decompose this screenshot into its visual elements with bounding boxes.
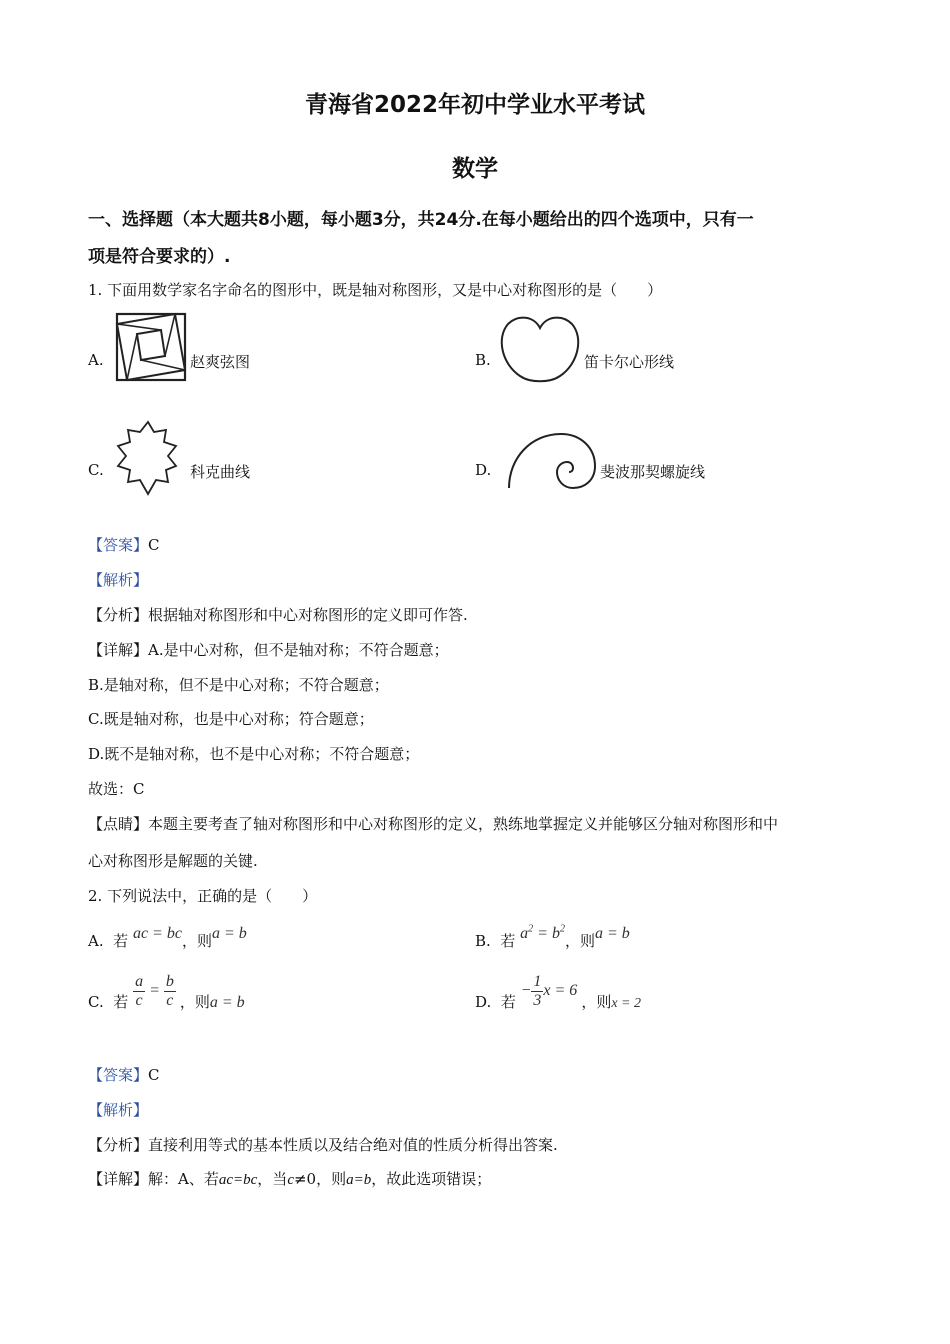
q1-detail-a <box>88 639 449 660</box>
q2-analysis-tag: 【解析】 <box>88 1101 149 1119</box>
cardioid-icon <box>500 314 580 384</box>
q1-option-d-label: D. <box>475 461 492 479</box>
answer-tag: 【答案】 <box>88 536 149 554</box>
q2-d-condition <box>520 973 582 1009</box>
fenxi-tag: 【分析】 <box>88 606 149 624</box>
q1-stem: 1. 下面用数学家名字命名的图形中，既是轴对称图形，又是中心对称图形的是（ ） <box>88 281 663 299</box>
q1-option-a-caption: 赵爽弦图 <box>190 353 251 371</box>
detail-a-text: A.是中心对称，但不是轴对称；不符合题意； <box>148 641 449 659</box>
q2-b-ruo: 若 <box>500 932 516 950</box>
q2-d-den: 3 <box>533 992 542 1009</box>
q2-option-b <box>475 923 630 951</box>
q2-a-label: A. <box>88 932 104 950</box>
q2-d-minus: − <box>520 982 532 1000</box>
q2-answer-value: C <box>148 1066 160 1084</box>
q2-detail-tag: 【详解】 <box>88 1170 149 1188</box>
section-heading-line1: 一、选择题（本大题共8小题，每小题3分，共24分.在每小题给出的四个选项中，只有一 <box>88 210 754 230</box>
q1-option-c-label: C. <box>88 461 104 479</box>
q1-detail-c: C.既是轴对称，也是中心对称；符合题意； <box>88 710 374 728</box>
q2-b-exp-b: 2 <box>559 923 565 935</box>
q1-comment-line1 <box>88 813 778 834</box>
q2-detail-text2: ，当 <box>257 1170 288 1188</box>
q2-c-num2: b <box>165 973 174 990</box>
q1-analysis-tag: 【解析】 <box>88 571 149 589</box>
q1-detail-d: D.既不是轴对称，也不是中心对称；不符合题意； <box>88 745 420 763</box>
q2-d-rest: x = 6 <box>543 982 578 1000</box>
q2-c-ruo: 若 <box>113 993 129 1012</box>
q2-detail-m1: ac=bc <box>218 1172 258 1188</box>
comment-tag: 【点睛】 <box>88 815 149 833</box>
q2-b-result: a = b <box>594 925 630 942</box>
q2-c-result: a = b <box>209 994 245 1012</box>
subject-title: 数学 <box>452 156 498 182</box>
q2-detail <box>88 1168 491 1189</box>
q1-answer <box>88 534 160 555</box>
exam-title: 青海省2022年初中学业水平考试 <box>304 92 645 118</box>
q1-detail-b: B.是轴对称，但不是中心对称；不符合题意； <box>88 676 389 694</box>
q1-option-c-caption: 科克曲线 <box>190 463 251 481</box>
q2-stem: 2. 下列说法中，正确的是（ ） <box>88 887 318 905</box>
q2-c-num1: a <box>135 973 144 990</box>
q1-option-b-caption: 笛卡尔心形线 <box>584 353 675 371</box>
q2-c-den2: c <box>166 992 174 1009</box>
q1-fenxi <box>88 604 468 625</box>
q2-option-d <box>475 973 641 1022</box>
q2-c-eq: = <box>149 982 160 1000</box>
q2-a-result: a = b <box>211 925 247 942</box>
q1-option-d-caption: 斐波那契螺旋线 <box>600 463 706 481</box>
q2-b-condition <box>520 925 565 942</box>
q2-answer-tag: 【答案】 <box>88 1066 149 1084</box>
q1-option-a-label: A. <box>88 351 104 369</box>
q2-b-var-a: a <box>520 925 529 942</box>
q2-c-den1: c <box>135 992 143 1009</box>
q2-d-ze: ，则 <box>581 993 612 1012</box>
q2-b-ze: ，则 <box>564 932 595 950</box>
q2-detail-text3: ≠0，则 <box>293 1170 347 1188</box>
q2-fenxi-tag: 【分析】 <box>88 1136 149 1154</box>
q2-c-condition <box>133 973 180 1009</box>
q2-b-var-b: b <box>551 925 560 942</box>
q1-option-b-label: B. <box>475 351 491 369</box>
q2-a-ruo: 若 <box>113 932 129 950</box>
q2-b-exp-a: 2 <box>528 923 534 935</box>
q1-choose: 故选：C <box>88 780 145 798</box>
q2-c-frac2 <box>164 973 176 1010</box>
fenxi-text: 根据轴对称图形和中心对称图形的定义即可作答. <box>148 606 468 624</box>
q2-detail-text1: 解：A、若 <box>148 1170 219 1188</box>
q2-d-ruo: 若 <box>500 993 516 1012</box>
koch-snowflake-icon <box>110 420 186 498</box>
zhao-shuang-diagram-icon <box>115 312 187 382</box>
q2-c-label: C. <box>88 993 104 1012</box>
q2-detail-m3: a=b <box>346 1172 372 1188</box>
q2-option-a <box>88 925 247 951</box>
q2-b-eq: = <box>533 925 552 942</box>
q2-a-ze: ，则 <box>181 932 212 950</box>
q2-detail-m2: c <box>287 1172 294 1188</box>
q2-detail-text4: ，故此选项错误； <box>371 1170 492 1188</box>
q2-fenxi-text: 直接利用等式的基本性质以及结合绝对值的性质分析得出答案. <box>148 1136 558 1154</box>
q2-d-label: D. <box>475 993 492 1012</box>
q2-answer <box>88 1064 160 1085</box>
q2-d-result: x = 2 <box>611 996 641 1012</box>
section-heading-line2: 项是符合要求的）. <box>88 247 231 267</box>
q2-d-num: 1 <box>533 973 542 990</box>
answer-value: C <box>148 536 160 554</box>
q2-c-frac1 <box>133 973 145 1010</box>
q2-d-frac <box>531 973 543 1010</box>
q2-fenxi <box>88 1134 558 1155</box>
q2-b-label: B. <box>475 932 491 950</box>
comment-text: 本题主要考查了轴对称图形和中心对称图形的定义，熟练地掌握定义并能够区分轴对称图形和中 <box>148 815 779 833</box>
q2-option-c <box>88 973 245 1022</box>
q2-c-ze: ，则 <box>179 993 210 1012</box>
fibonacci-spiral-icon <box>505 430 597 492</box>
q2-a-condition: ac = bc <box>132 925 182 942</box>
detail-tag: 【详解】 <box>88 641 149 659</box>
q1-comment-line2: 心对称图形是解题的关键. <box>88 852 258 870</box>
